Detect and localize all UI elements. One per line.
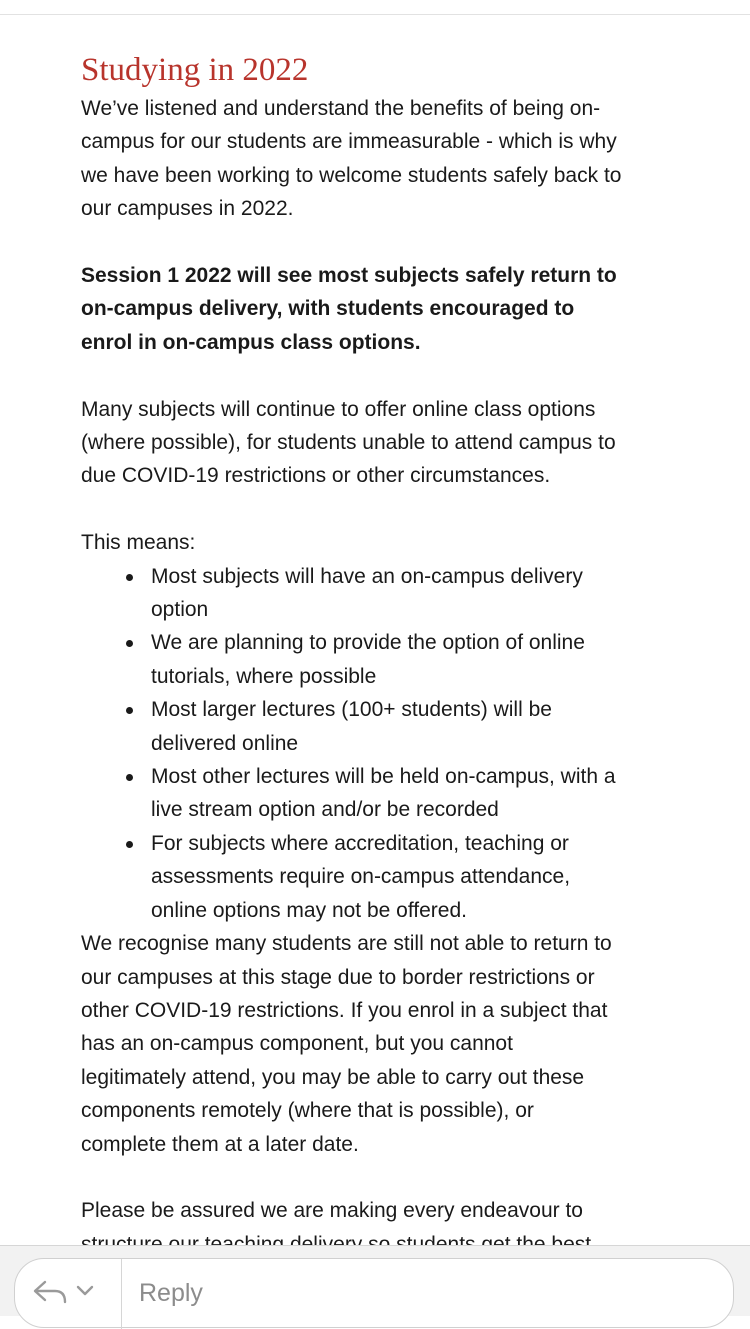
paragraph-spacer xyxy=(81,359,681,392)
intro-paragraph xyxy=(81,92,681,226)
recognise-line: other COVID-19 restrictions. If you enrol in a subject that xyxy=(81,998,608,1022)
assured-line: Please be assured we are making every endeavour to xyxy=(81,1199,583,1223)
recognise-line: complete them at a later date. xyxy=(81,1132,359,1156)
reply-bar xyxy=(0,1245,750,1316)
list-item xyxy=(151,827,681,927)
list-item xyxy=(151,693,681,760)
reply-arrow-icon xyxy=(31,1276,69,1311)
reply-divider xyxy=(121,1259,122,1329)
list-item-line: delivered online xyxy=(151,731,299,755)
online-paragraph xyxy=(81,393,681,493)
paragraph-spacer xyxy=(81,493,681,526)
session-line: Session 1 2022 will see most subjects safely return to xyxy=(81,264,617,288)
intro-line: our campuses in 2022. xyxy=(81,197,294,221)
means-intro: This means: xyxy=(81,531,196,555)
top-divider xyxy=(0,14,750,15)
paragraph-spacer xyxy=(81,1161,681,1194)
list-item xyxy=(151,560,681,627)
list-item-line: online options may not be offered. xyxy=(151,898,467,922)
email-heading: Studying in 2022 xyxy=(81,52,309,88)
intro-line: We’ve listened and understand the benefits of being on- xyxy=(81,97,601,120)
online-line: due COVID-19 restrictions or other circumstances. xyxy=(81,464,551,488)
intro-line: campus for our students are immeasurable - which is why xyxy=(81,130,617,154)
paragraph-spacer xyxy=(81,226,681,259)
chevron-down-icon xyxy=(75,1284,95,1303)
reply-pill xyxy=(14,1258,734,1328)
list-item-line: option xyxy=(151,598,209,622)
recognise-line: legitimately attend, you may be able to carry out these xyxy=(81,1065,585,1089)
reply-action-button[interactable] xyxy=(31,1273,111,1313)
reply-input[interactable]: Reply xyxy=(139,1279,203,1307)
online-line: Many subjects will continue to offer online class options xyxy=(81,397,596,421)
recognise-line: We recognise many students are still not able to return to xyxy=(81,932,612,956)
list-item-line: assessments require on-campus attendance, xyxy=(151,865,571,889)
email-body xyxy=(81,48,681,1261)
recognise-line: has an on-campus component, but you cannot xyxy=(81,1032,513,1056)
list-item-line: live stream option and/or be recorded xyxy=(151,798,499,822)
means-list xyxy=(81,560,681,927)
online-line: (where possible), for students unable to attend campus to xyxy=(81,431,616,455)
list-item-line: We are planning to provide the option of online xyxy=(151,631,585,655)
list-item-line: For subjects where accreditation, teaching or xyxy=(151,831,569,855)
list-item-line: Most subjects will have an on-campus delivery xyxy=(151,564,583,588)
session-paragraph xyxy=(81,259,681,359)
session-line: enrol in on-campus class options. xyxy=(81,330,421,354)
list-item xyxy=(151,760,681,827)
list-item-line: Most other lectures will be held on-campus, with a xyxy=(151,765,616,789)
recognise-line: our campuses at this stage due to border restrictions or xyxy=(81,965,595,989)
list-item xyxy=(151,626,681,693)
session-line: on-campus delivery, with students encouraged to xyxy=(81,297,575,321)
recognise-line: components remotely (where that is possible), or xyxy=(81,1099,534,1123)
intro-line: we have been working to welcome students safely back to xyxy=(81,163,622,187)
list-item-line: tutorials, where possible xyxy=(151,664,377,688)
list-item-line: Most larger lectures (100+ students) will be xyxy=(151,698,552,722)
recognise-paragraph xyxy=(81,927,681,1161)
